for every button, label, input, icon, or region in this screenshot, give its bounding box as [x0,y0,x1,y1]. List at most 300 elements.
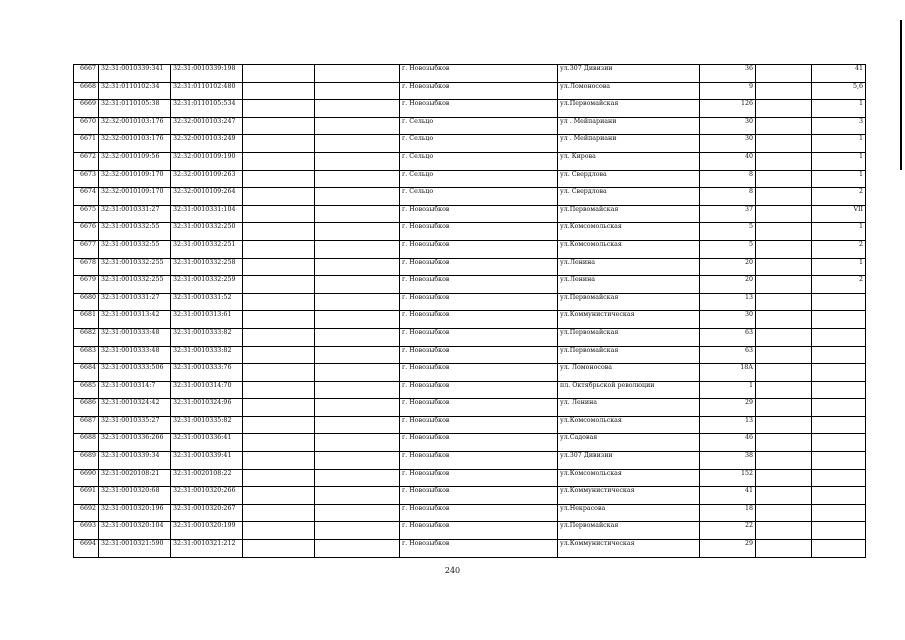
city-cell: г. Новозыбков [400,416,558,434]
row-number: 6678 [74,258,99,276]
empty-cell [315,276,400,294]
empty-cell [315,469,400,487]
house-number-cell: 36 [700,65,756,83]
city-cell: г. Новозыбков [400,399,558,417]
apartment-cell [812,522,866,540]
empty-cell [315,188,400,206]
street-cell: ул.Первомайская [558,293,700,311]
empty-cell [315,311,400,329]
city-cell: г. Новозыбков [400,364,558,382]
empty-cell [315,65,400,83]
empty-cell [243,364,315,382]
city-cell: г. Новозыбков [400,65,558,83]
empty-cell [315,170,400,188]
table-row [74,469,866,487]
empty-cell [756,293,812,311]
cadastral-number-parcel: 32:31:0010320:68 [99,487,171,505]
street-cell: ул. Свердлова [558,170,700,188]
scan-edge-line [900,20,902,170]
city-cell: г. Новозыбков [400,205,558,223]
empty-cell [756,82,812,100]
cadastral-number-parcel: 32:32:0010109:170 [99,188,171,206]
city-cell: г. Новозыбков [400,240,558,258]
empty-cell [315,346,400,364]
empty-cell [243,205,315,223]
empty-cell [756,504,812,522]
street-cell: ул.Комсомольская [558,469,700,487]
empty-cell [315,487,400,505]
house-number-cell: 29 [700,399,756,417]
city-cell: г. Новозыбков [400,223,558,241]
table-row [74,452,866,470]
empty-cell [243,540,315,558]
empty-cell [315,117,400,135]
apartment-cell: VII [812,205,866,223]
city-cell: г. Новозыбков [400,522,558,540]
row-number: 6681 [74,311,99,329]
cadastral-number-parcel: 32:31:0010333:48 [99,346,171,364]
cadastral-number-object: 32:31:0010314:70 [171,381,243,399]
cadastral-number-object: 32:31:0110105:534 [171,100,243,118]
table-row [74,188,866,206]
table-row [74,100,866,118]
table-row [74,328,866,346]
empty-cell [315,540,400,558]
street-cell: ул.Некрасова [558,504,700,522]
row-number: 6680 [74,293,99,311]
street-cell: ул.Первомайская [558,100,700,118]
house-number-cell: 13 [700,416,756,434]
house-number-cell: 29 [700,540,756,558]
city-cell: г. Новозыбков [400,504,558,522]
empty-cell [243,258,315,276]
apartment-cell: 5,6 [812,82,866,100]
empty-cell [243,276,315,294]
table-row [74,293,866,311]
row-number: 6672 [74,152,99,170]
empty-cell [756,452,812,470]
street-cell: ул.Коммунистическая [558,540,700,558]
cadastral-number-parcel: 32:31:0010333:48 [99,328,171,346]
row-number: 6667 [74,65,99,83]
cadastral-number-parcel: 32:31:0020108:21 [99,469,171,487]
row-number: 6677 [74,240,99,258]
row-number: 6682 [74,328,99,346]
empty-cell [315,205,400,223]
empty-cell [243,328,315,346]
street-cell: пл. Октябрьской революции [558,381,700,399]
empty-cell [756,416,812,434]
empty-cell [756,434,812,452]
house-number-cell: 63 [700,346,756,364]
table-row [74,381,866,399]
empty-cell [243,135,315,153]
empty-cell [315,240,400,258]
city-cell: г. Сельцо [400,170,558,188]
street-cell: ул.Садовая [558,434,700,452]
empty-cell [756,170,812,188]
city-cell: г. Новозыбков [400,346,558,364]
empty-cell [756,100,812,118]
cadastral-number-parcel: 32:32:0010109:170 [99,170,171,188]
house-number-cell: 20 [700,276,756,294]
empty-cell [756,311,812,329]
empty-cell [756,117,812,135]
apartment-cell: 2 [812,188,866,206]
cadastral-number-object: 32:31:0010335:82 [171,416,243,434]
apartment-cell [812,399,866,417]
street-cell: ул.Первомайская [558,346,700,364]
empty-cell [243,399,315,417]
row-number: 6674 [74,188,99,206]
house-number-cell: 46 [700,434,756,452]
cadastral-number-parcel: 32:31:0010331:27 [99,205,171,223]
row-number: 6693 [74,522,99,540]
city-cell: г. Новозыбков [400,452,558,470]
row-number: 6684 [74,364,99,382]
table-row [74,117,866,135]
city-cell: г. Новозыбков [400,487,558,505]
empty-cell [756,135,812,153]
house-number-cell: 20 [700,258,756,276]
city-cell: г. Сельцо [400,188,558,206]
empty-cell [243,487,315,505]
city-cell: г. Новозыбков [400,469,558,487]
street-cell: ул.Комсомольская [558,240,700,258]
empty-cell [315,522,400,540]
house-number-cell: 22 [700,522,756,540]
street-cell: ул.307 Дивизии [558,452,700,470]
house-number-cell: 5 [700,223,756,241]
apartment-cell [812,346,866,364]
street-cell: ул.Комсомольская [558,416,700,434]
city-cell: г. Новозыбков [400,311,558,329]
empty-cell [315,416,400,434]
cadastral-number-parcel: 32:31:0110102:34 [99,82,171,100]
empty-cell [243,170,315,188]
cadastral-number-object: 32:31:0010336:41 [171,434,243,452]
cadastral-number-parcel: 32:31:0010339:341 [99,65,171,83]
empty-cell [315,100,400,118]
apartment-cell: 1 [812,100,866,118]
house-number-cell: 152 [700,469,756,487]
street-cell: ул. Ленина [558,399,700,417]
cadastral-number-parcel: 32:32:0010109:56 [99,152,171,170]
house-number-cell: 30 [700,135,756,153]
row-number: 6685 [74,381,99,399]
city-cell: г. Новозыбков [400,381,558,399]
cadastral-number-object: 32:31:0010333:82 [171,328,243,346]
empty-cell [756,205,812,223]
empty-cell [315,223,400,241]
row-number: 6690 [74,469,99,487]
empty-cell [315,434,400,452]
street-cell: ул.Коммунистическая [558,311,700,329]
cadastral-number-object: 32:31:0010332:258 [171,258,243,276]
empty-cell [756,240,812,258]
row-number: 6686 [74,399,99,417]
cadastral-number-object: 32:31:0010331:104 [171,205,243,223]
apartment-cell: 3 [812,117,866,135]
cadastral-number-parcel: 32:31:0010324:42 [99,399,171,417]
empty-cell [315,152,400,170]
apartment-cell [812,381,866,399]
apartment-cell [812,469,866,487]
cadastral-number-parcel: 32:31:0010320:104 [99,522,171,540]
empty-cell [243,416,315,434]
apartment-cell: 2 [812,240,866,258]
cadastral-number-parcel: 32:31:0010313:42 [99,311,171,329]
cadastral-number-object: 32:31:0010321:212 [171,540,243,558]
empty-cell [756,328,812,346]
street-cell: ул.307 Дивизии [558,65,700,83]
empty-cell [315,399,400,417]
cadastral-number-object: 32:31:0010332:259 [171,276,243,294]
cadastral-number-parcel: 32:31:0010332:55 [99,240,171,258]
street-cell: ул.Комсомольская [558,223,700,241]
street-cell: ул.Ленина [558,276,700,294]
empty-cell [243,240,315,258]
table-row [74,65,866,83]
cadastral-number-object: 32:32:0010109:264 [171,188,243,206]
empty-cell [243,293,315,311]
empty-cell [243,469,315,487]
city-cell: г. Новозыбков [400,276,558,294]
cadastral-number-parcel: 32:31:0010320:196 [99,504,171,522]
cadastral-number-parcel: 32:31:0010332:255 [99,276,171,294]
table-row [74,399,866,417]
house-number-cell: 5 [700,240,756,258]
row-number: 6679 [74,276,99,294]
empty-cell [243,65,315,83]
empty-cell [756,364,812,382]
empty-cell [756,399,812,417]
empty-cell [756,276,812,294]
city-cell: г. Новозыбков [400,328,558,346]
city-cell: г. Новозыбков [400,258,558,276]
cadastral-number-parcel: 32:31:0010333:506 [99,364,171,382]
house-number-cell: 8 [700,188,756,206]
city-cell: г. Новозыбков [400,434,558,452]
row-number: 6688 [74,434,99,452]
house-number-cell: 13 [700,293,756,311]
empty-cell [315,504,400,522]
empty-cell [243,82,315,100]
table-row [74,170,866,188]
cadastral-number-object: 32:31:0010320:266 [171,487,243,505]
empty-cell [315,82,400,100]
empty-cell [243,100,315,118]
empty-cell [243,522,315,540]
street-cell: ул.Первомайская [558,205,700,223]
empty-cell [756,522,812,540]
empty-cell [315,381,400,399]
street-cell: ул.Ленина [558,258,700,276]
cadastral-number-parcel: 32:31:0010339:34 [99,452,171,470]
apartment-cell [812,416,866,434]
apartment-cell [812,328,866,346]
house-number-cell: 63 [700,328,756,346]
table-row [74,540,866,558]
row-number: 6691 [74,487,99,505]
page-number: 240 [444,566,461,575]
table-row [74,205,866,223]
house-number-cell: 37 [700,205,756,223]
table-row [74,434,866,452]
cadastral-number-parcel: 32:32:0010103:176 [99,135,171,153]
city-cell: г. Новозыбков [400,82,558,100]
table-row [74,223,866,241]
cadastral-number-object: 32:31:0010333:82 [171,346,243,364]
cadastral-number-parcel: 32:31:0010314:7 [99,381,171,399]
cadastral-number-object: 32:32:0010103:247 [171,117,243,135]
empty-cell [756,188,812,206]
empty-cell [756,65,812,83]
house-number-cell: 41 [700,487,756,505]
empty-cell [243,117,315,135]
street-cell: ул . Мейпариани [558,117,700,135]
table-row [74,276,866,294]
row-number: 6673 [74,170,99,188]
empty-cell [756,346,812,364]
empty-cell [756,258,812,276]
apartment-cell: 1 [812,170,866,188]
cadastral-number-object: 32:32:0010103:249 [171,135,243,153]
street-cell: ул.Первомайская [558,328,700,346]
empty-cell [315,258,400,276]
empty-cell [756,152,812,170]
cadastral-number-parcel: 32:31:0110105:38 [99,100,171,118]
table-row [74,504,866,522]
cadastral-number-object: 32:31:0010332:250 [171,223,243,241]
house-number-cell: 40 [700,152,756,170]
apartment-cell: 2 [812,276,866,294]
house-number-cell: 38 [700,452,756,470]
empty-cell [243,311,315,329]
city-cell: г. Сельцо [400,117,558,135]
empty-cell [756,223,812,241]
row-number: 6669 [74,100,99,118]
house-number-cell: 18 [700,504,756,522]
street-cell: ул. Свердлова [558,188,700,206]
empty-cell [315,293,400,311]
empty-cell [756,469,812,487]
apartment-cell: 1 [812,135,866,153]
table-row [74,416,866,434]
apartment-cell [812,311,866,329]
street-cell: ул. Ломоносова [558,364,700,382]
table-row [74,240,866,258]
table-row [74,258,866,276]
empty-cell [315,452,400,470]
city-cell: г. Сельцо [400,152,558,170]
cadastral-number-object: 32:31:0010331:52 [171,293,243,311]
table-row [74,346,866,364]
cadastral-number-object: 32:31:0010333:76 [171,364,243,382]
street-cell: ул.Коммунистическая [558,487,700,505]
street-cell: ул.Ломоносова [558,82,700,100]
cadastral-number-parcel: 32:31:0010332:55 [99,223,171,241]
row-number: 6670 [74,117,99,135]
cadastral-number-object: 32:31:0010320:267 [171,504,243,522]
city-cell: г. Новозыбков [400,540,558,558]
street-cell: ул . Мейпариани [558,135,700,153]
empty-cell [243,223,315,241]
empty-cell [315,328,400,346]
cadastral-number-object: 32:31:0010339:41 [171,452,243,470]
table-row [74,152,866,170]
empty-cell [756,540,812,558]
registry-rows [74,65,866,558]
house-number-cell: 8 [700,170,756,188]
cadastral-number-parcel: 32:31:0010335:27 [99,416,171,434]
row-number: 6687 [74,416,99,434]
empty-cell [756,487,812,505]
city-cell: г. Новозыбков [400,293,558,311]
cadastral-number-object: 32:31:0010332:251 [171,240,243,258]
empty-cell [315,364,400,382]
cadastral-number-object: 32:31:0010313:61 [171,311,243,329]
cadastral-number-object: 32:31:0020108:22 [171,469,243,487]
empty-cell [243,434,315,452]
row-number: 6668 [74,82,99,100]
house-number-cell: 9 [700,82,756,100]
row-number: 6676 [74,223,99,241]
house-number-cell: 126 [700,100,756,118]
cadastral-number-object: 32:31:0010339:198 [171,65,243,83]
empty-cell [756,381,812,399]
cadastral-number-parcel: 32:31:0010332:255 [99,258,171,276]
street-cell: ул. Кирова [558,152,700,170]
empty-cell [243,452,315,470]
house-number-cell: 18А [700,364,756,382]
street-cell: ул.Первомайская [558,522,700,540]
table-row [74,522,866,540]
cadastral-number-object: 32:31:0110102:480 [171,82,243,100]
apartment-cell [812,434,866,452]
apartment-cell [812,540,866,558]
cadastral-number-parcel: 32:31:0010336:266 [99,434,171,452]
row-number: 6683 [74,346,99,364]
cadastral-number-object: 32:32:0010109:190 [171,152,243,170]
apartment-cell [812,293,866,311]
apartment-cell [812,452,866,470]
house-number-cell: 1 [700,381,756,399]
row-number: 6689 [74,452,99,470]
apartment-cell [812,504,866,522]
apartment-cell: 1 [812,152,866,170]
row-number: 6671 [74,135,99,153]
table-row [74,311,866,329]
cadastral-number-object: 32:31:0010320:199 [171,522,243,540]
city-cell: г. Сельцо [400,135,558,153]
cadastral-number-parcel: 32:32:0010103:176 [99,117,171,135]
empty-cell [243,152,315,170]
apartment-cell [812,364,866,382]
apartment-cell [812,487,866,505]
house-number-cell: 30 [700,117,756,135]
cadastral-number-object: 32:32:0010109:263 [171,170,243,188]
cadastral-number-object: 32:31:0010324:96 [171,399,243,417]
table-row [74,135,866,153]
row-number: 6692 [74,504,99,522]
house-number-cell: 30 [700,311,756,329]
row-number: 6694 [74,540,99,558]
apartment-cell: 41 [812,65,866,83]
registry-table [73,64,866,558]
cadastral-number-parcel: 32:31:0010321:590 [99,540,171,558]
table-row [74,82,866,100]
